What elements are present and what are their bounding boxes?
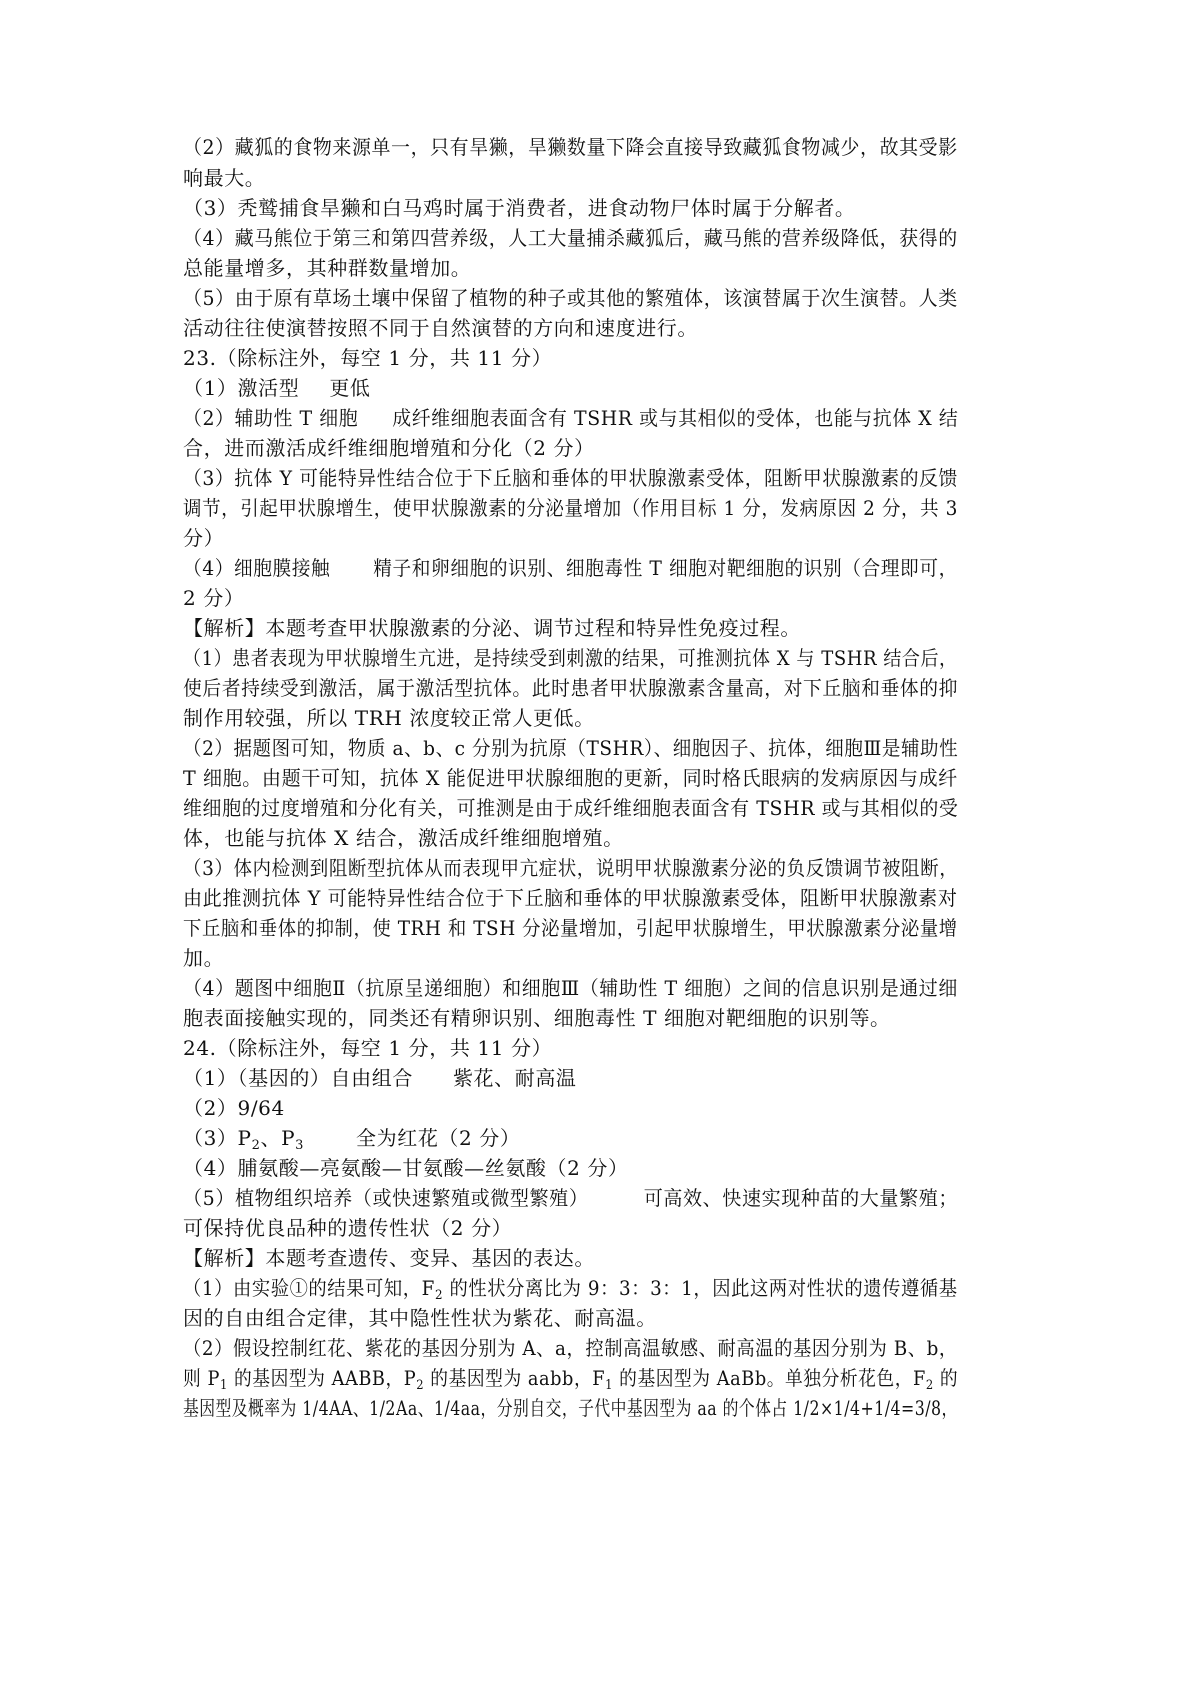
text-line: 维细胞的过度增殖和分化有关，可推测是由于成纤维细胞表面含有 TSHR 或与其相似的受 [183,796,959,820]
answer-line [183,403,958,433]
text-line: T 细胞。由题干可知，抗体 X 能促进甲状腺细胞的更新，同时格氏眼病的发病原因与成纤 [183,766,958,790]
answer-part: （5）植物组织培养（或快速繁殖或微型繁殖） [183,1186,589,1210]
section-heading: 23.（除标注外，每空 1 分，共 11 分） [183,346,553,370]
text-line: （1）患者表现为甲状腺增生亢进，是持续受到刺激的结果，可推测抗体 X 与 TSHR 结合后， [183,646,958,670]
text-line: （4）脯氨酸—亮氨酸—甘氨酸—丝氨酸（2 分） [183,1156,629,1180]
subscript: 2 [416,1378,425,1393]
answer-part: （2）辅助性 T 细胞 [183,406,359,430]
text-part: 的基因型为 aabb，F [424,1366,606,1390]
subscript: 1 [605,1378,613,1393]
answer-part: 可高效、快速实现种苗的大量繁殖； [643,1186,958,1210]
text-line: 加。 [183,946,225,970]
answer-line [183,1063,577,1093]
answer-line [183,373,371,403]
text-part: 的 [933,1366,959,1390]
text-line: 可保持优良品种的遗传性状（2 分） [183,1216,513,1240]
answer-part: 更低 [329,376,371,400]
text-line: 制作用较强，所以 TRH 浓度较正常人更低。 [183,706,595,730]
text-line: 胞表面接触实现的，同类还有精卵识别、细胞毒性 T 细胞对靶细胞的识别等。 [183,1006,891,1030]
text-line: （2）假设控制红花、紫花的基因分别为 A、a，控制高温敏感、耐高温的基因分别为 B、b， [183,1336,958,1360]
text-line: 合，进而激活成纤维细胞增殖和分化（2 分） [183,436,595,460]
answer-part: （4）细胞膜接触 [183,556,331,580]
answer-part: 全为红花（2 分） [356,1126,521,1150]
text-line: 2 分） [183,586,245,610]
text-line: （2）藏狐的食物来源单一，只有旱獭，旱獭数量下降会直接导致藏狐食物减少，故其受影 [183,135,958,159]
analysis-heading: 【解析】本题考查甲状腺激素的分泌、调节过程和特异性免疫过程。 [183,616,801,640]
text-line: （3）体内检测到阻断型抗体从而表现甲亢症状，说明甲状腺激素分泌的负反馈调节被阻断， [183,856,959,880]
text-line: （3）抗体 Y 可能特异性结合位于下丘脑和垂体的甲状腺激素受体，阻断甲状腺激素的反馈 [183,466,958,490]
text-line: 基因型及概率为 1/4AA、1/2Aa、1/4aa，分别自交，子代中基因型为 aa 的个体占 1/2×1/4+1/4=3/8， [183,1396,958,1420]
subscript: 2 [925,1378,934,1393]
answer-part: （1）（基因的）自由组合 [183,1066,413,1090]
text-line: （4）藏马熊位于第三和第四营养级，人工大量捕杀藏狐后，藏马熊的营养级降低，获得的 [183,226,958,250]
text-line: （3）秃鹫捕食旱獭和白马鸡时属于消费者，进食动物尸体时属于分解者。 [183,196,856,220]
answer-part: 紫花、耐高温 [452,1066,577,1090]
subscript: 1 [219,1378,228,1393]
answer-line [183,553,958,583]
answer-line [183,1183,958,1213]
text-line: 体，也能与抗体 X 结合，激活成纤维细胞增殖。 [183,826,624,850]
text-line: （2）9/64 [183,1096,285,1120]
text-line: （2）据题图可知，物质 a、b、c 分别为抗原（TSHR）、细胞因子、抗体，细胞Ⅲ是辅助性 [183,736,959,760]
answer-part: （3）P [183,1126,252,1150]
text-part: （1）由实验①的结果可知，F [183,1276,435,1300]
text-line: 使后者持续受到激活，属于激活型抗体。此时患者甲状腺激素含量高，对下丘脑和垂体的抑 [183,676,958,700]
answer-part: （1）激活型 [183,376,300,400]
text-line: 下丘脑和垂体的抑制，使 TRH 和 TSH 分泌量增加，引起甲状腺增生，甲状腺激素分泌量增 [183,916,958,940]
analysis-heading: 【解析】本题考查遗传、变异、基因的表达。 [183,1246,595,1270]
text-part: 的基因型为 AaBb。单独分析花色，F [612,1366,926,1390]
text-line: 活动往往使演替按照不同于自然演替的方向和速度进行。 [183,316,698,340]
text-part: 的性状分离比为 9：3：3：1，因此这两对性状的遗传遵循基 [443,1276,958,1300]
answer-part: 精子和卵细胞的识别、细胞毒性 T 细胞对靶细胞的识别（合理即可， [373,556,958,580]
text-part: 则 P [183,1366,220,1390]
section-heading: 24.（除标注外，每空 1 分，共 11 分） [183,1036,553,1060]
text-part: 的基因型为 AABB，P [227,1366,417,1390]
answer-part: 成纤维细胞表面含有 TSHR 或与其相似的受体，也能与抗体 X 结 [392,406,959,430]
text-line: （5）由于原有草场土壤中保留了植物的种子或其他的繁殖体，该演替属于次生演替。人类 [183,286,958,310]
answer-part: 、P [260,1126,296,1150]
text-line: 分） [183,526,225,550]
text-line: 调节，引起甲状腺增生，使甲状腺激素的分泌量增加（作用目标 1 分，发病原因 2 分，共 3 [183,496,958,520]
subscript: 2 [434,1288,444,1303]
text-line: （4）题图中细胞Ⅱ（抗原呈递细胞）和细胞Ⅲ（辅助性 T 细胞）之间的信息识别是通过细 [183,976,958,1000]
text-line: 总能量增多，其种群数量增加。 [183,256,472,280]
text-line: 由此推测抗体 Y 可能特异性结合位于下丘脑和垂体的甲状腺激素受体，阻断甲状腺激素对 [183,886,958,910]
subscript: 2 [251,1138,261,1153]
text-line: 因的自由组合定律，其中隐性性状为紫花、耐高温。 [183,1306,657,1330]
subscript: 3 [295,1138,305,1153]
text-line: 响最大。 [183,166,266,190]
